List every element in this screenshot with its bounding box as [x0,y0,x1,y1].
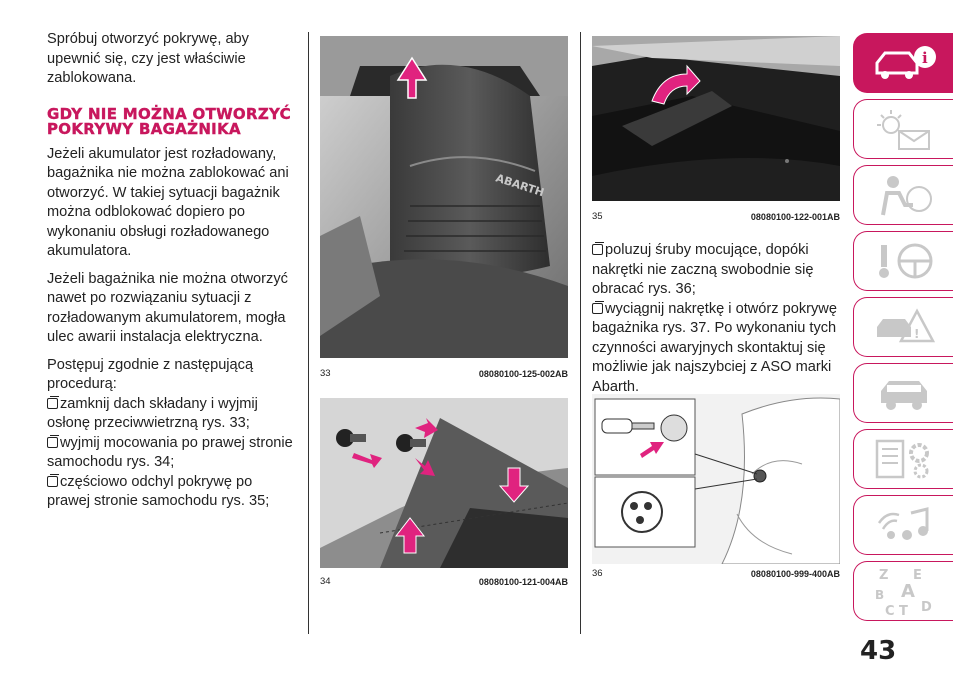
step-item: wyjmij mocowania po prawej stronie samochodu rys. 34; [47,434,293,470]
emergency-icon [869,305,939,349]
tab-maintenance[interactable] [853,363,953,423]
step-item: częściowo odchyl pokrywę po prawej stronie samochodu rys. 35; [47,473,270,509]
nut-location-icon [754,470,766,482]
svg-text:Z: Z [878,568,888,583]
nut-release-illustration [592,394,840,564]
figure-36-caption: 36 08080100-999-400AB [592,568,840,579]
right-column-text [592,241,842,397]
tab-multimedia[interactable] [853,495,953,555]
trunk-fasteners-illustration [320,398,568,568]
airbag-safety-icon [869,173,939,217]
page-number: 43 [860,636,897,666]
bullet-icon [592,244,603,255]
bullet-icon [592,303,603,314]
steering-start-icon [869,239,939,283]
tab-starting-driving[interactable] [853,231,953,291]
tab-car-info[interactable] [853,33,953,93]
car-info-icon [869,43,939,83]
maintenance-icon [869,371,939,415]
figure-34-caption: 34 08080100-121-004AB [320,576,568,587]
figure-33-image [320,36,568,358]
figure-35-caption: 35 08080100-122-001AB [592,211,840,222]
abarth-badge: ABARTH [494,171,546,200]
svg-text:!: ! [913,327,919,341]
tab-safety[interactable] [853,165,953,225]
column-divider [580,32,581,634]
tab-index[interactable] [853,561,953,621]
column-divider [308,32,309,634]
figure-33-caption: 33 08080100-125-002AB [320,368,568,379]
step-item: wyciągnij nakrętkę i otwórz pokrywę bagażnika rys. 37. Po wykonaniu tych czynności awaryjnych skontaktuj się możliwie jak najszybciej z ASO marki Abarth. [592,300,837,395]
svg-text:A: A [900,581,915,602]
left-column [47,30,297,512]
figure-34-image [320,398,568,568]
warning-lights-icon [869,107,939,151]
svg-text:D: D [920,600,932,615]
bullet-icon [47,398,58,409]
tab-emergency[interactable] [853,297,953,357]
step-item: zamknij dach składany i wyjmij osłonę przeciwwietrzną rys. 33; [47,395,258,431]
paragraph-1: Jeżeli akumulator jest rozładowany, bagażnika nie można zablokować ani otworzyć. W takiej sytuacji bagażnik można odblokować dopiero po wykonaniu obsługi rozładowanego akumulatora. [47,145,289,259]
multimedia-icon [869,503,939,547]
trim-panel-illustration [592,36,840,201]
seat-illustration [320,36,568,358]
tab-technical-data[interactable] [853,429,953,489]
section-heading: GDY NIE MOŻNA OTWORZYĆ POKRYWY BAGAŻNIKA [47,104,291,138]
svg-text:T: T [898,604,908,617]
bullet-icon [47,476,58,487]
index-icon [869,565,939,617]
svg-text:B: B [874,588,884,602]
nut-icon [622,492,662,532]
svg-text:C: C [884,604,895,617]
chapter-tabs [853,33,960,627]
figure-35-image [592,36,840,201]
bullet-icon [47,437,58,448]
paragraph-3: Postępuj zgodnie z następującą procedurą: [47,356,254,392]
step-item: poluzuj śruby mocujące, dopóki nakrętki nie zaczną swobodnie się obracać rys. 36; [592,242,814,297]
figure-36-image [592,394,840,564]
intro-paragraph: Spróbuj otworzyć pokrywę, aby upewnić się, czy jest właściwie zablokowana. [47,31,249,86]
svg-text:E: E [912,568,922,583]
tab-warning-lights[interactable] [853,99,953,159]
technical-data-icon [869,437,939,481]
paragraph-2: Jeżeli bagażnika nie można otworzyć nawet po rozwiązaniu sytuacji z rozładowanym akumulatorem, mogła ulec awarii instalacja elektryczna. [47,270,288,345]
svg-text:i: i [921,49,928,67]
